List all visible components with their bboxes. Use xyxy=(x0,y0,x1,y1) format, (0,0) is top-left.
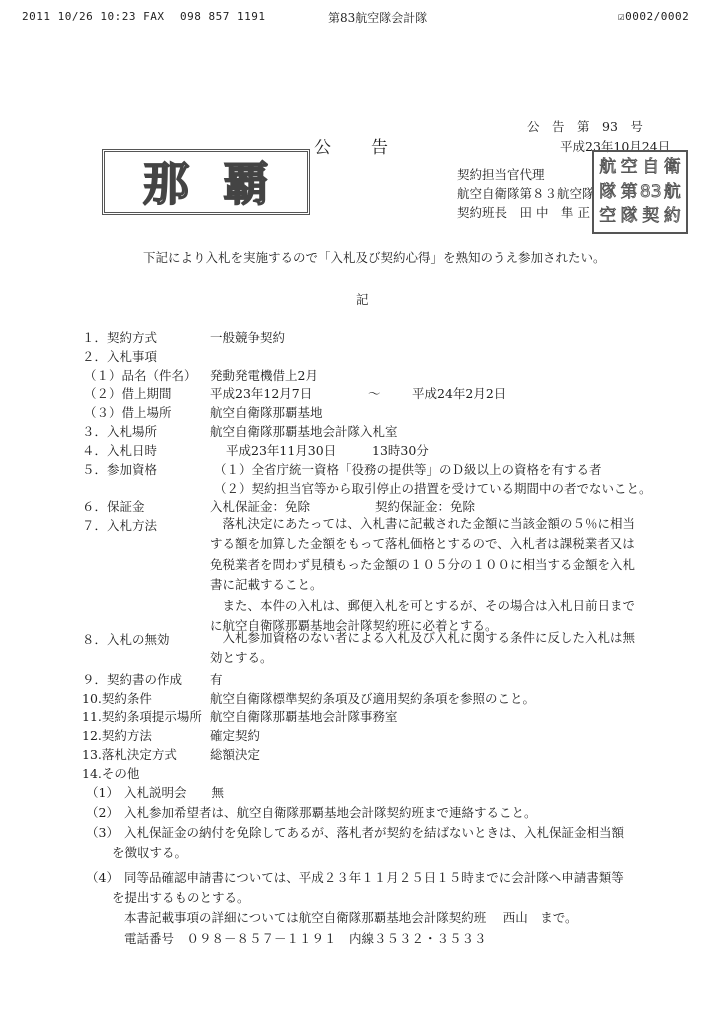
ki-heading: 記 xyxy=(356,292,369,307)
item-value: 発動発電機借上2月 xyxy=(210,368,318,383)
other-text: 同等品確認申請書については、平成２３年１１月２５日１５時までに会計隊へ申請書類等 xyxy=(124,870,624,885)
other-text: 入札説明会 無 xyxy=(124,785,225,800)
item-value: （１）全省庁統一資格「役務の提供等」のＤ級以上の資格を有する者 xyxy=(214,462,602,477)
page-title: 公 告 xyxy=(314,138,390,158)
other-text: を提出するものとする。 xyxy=(112,890,250,905)
issuer-name: 契約班長 田 中 隼 正 xyxy=(457,205,590,220)
item-label: ７．入札方法 xyxy=(82,518,158,533)
item-value-2: 平成24年2月2日 xyxy=(412,386,507,401)
item-label: （２）借上期間 xyxy=(84,386,172,401)
invalid-bid-text xyxy=(210,628,635,669)
item-label: 14.その他 xyxy=(82,766,140,781)
item-label: （３）借上場所 xyxy=(84,405,172,420)
other-number: （1） xyxy=(86,785,119,800)
fax-sender: 第83航空隊会計隊 xyxy=(328,11,428,25)
paragraph-line: 入札参加資格のない者による入札及び入札に関する条件に反した入札は無 xyxy=(210,630,636,645)
other-number: （4） xyxy=(86,870,119,885)
notice-date: 平成23年10月24日 xyxy=(560,139,671,154)
item-value-2: 契約保証金：免除 xyxy=(375,499,476,514)
item-value: 総額決定 xyxy=(210,747,261,762)
paragraph-line: 落札決定にあたっては、入札書に記載された金額に当該金額の５％に相当 xyxy=(210,516,636,531)
item-label: 12.契約方法 xyxy=(82,728,152,743)
other-number: （2） xyxy=(86,805,119,820)
item-label: ８．入札の無効 xyxy=(82,632,170,647)
paragraph-line: また、本件の入札は、郵便入札を可とするが、その場合は入札日前日まで xyxy=(210,597,636,613)
item-label: （１）品名（件名） xyxy=(84,368,197,383)
issuer-unit: 航空自衛隊第８３航空隊 xyxy=(457,186,595,201)
item-value: 平成23年11月30日 xyxy=(226,443,337,458)
fax-number: 098 857 1191 xyxy=(180,10,266,23)
item-value: 航空自衛隊那覇基地 xyxy=(210,405,323,420)
item-label: 11.契約条項提示場所 xyxy=(82,709,202,724)
item-label: １．契約方式 xyxy=(82,330,158,345)
fax-page-number: ☑0002/0002 xyxy=(618,10,690,23)
paragraph-line: 免税業者を問わず見積もった金額の１０５分の１００に相当する金額を入札 xyxy=(210,556,636,572)
item-label: ４．入札日時 xyxy=(82,443,158,458)
item-value: 航空自衛隊標準契約条項及び適用契約条項を参照のこと。 xyxy=(210,691,536,706)
paragraph-line: に航空自衛隊那覇基地会計隊契約班に必着とする。 xyxy=(210,618,498,634)
contact-info: 本書記載事項の詳細については航空自衛隊那覇基地会計隊契約班 西山 まで。 xyxy=(124,910,578,925)
item-label: ２．入札事項 xyxy=(82,349,158,364)
paragraph-line: する額を加算した金額をもって落札価格とするので、入札者は課税業者又は xyxy=(210,536,635,552)
official-seal: 航 空 自 衛 隊 第 83 航 空 隊 契 約 xyxy=(592,150,688,234)
item-label: ９．契約書の作成 xyxy=(82,672,183,687)
item-value-2: 13時30分 xyxy=(372,443,429,458)
item-label: ３．入札場所 xyxy=(82,424,158,439)
naha-stamp xyxy=(102,149,310,215)
item-value: 航空自衛隊那覇基地会計隊入札室 xyxy=(210,424,398,439)
other-number: （3） xyxy=(86,825,119,840)
paragraph-line: 効とする。 xyxy=(210,650,273,666)
issuer-title: 契約担当官代理 xyxy=(457,167,545,182)
period-tilde: ～ xyxy=(368,386,381,401)
item-value: 確定契約 xyxy=(210,728,261,743)
item-value: 有 xyxy=(210,672,223,687)
notice-number: 公 告 第 93 号 xyxy=(527,119,643,134)
other-text: 入札保証金の納付を免除してあるが、落札者が契約を結ばないときは、入札保証金相当額 xyxy=(124,825,625,840)
item-value: 一般競争契約 xyxy=(210,330,286,345)
item-label: 13.落札決定方式 xyxy=(82,747,177,762)
item-value-2: （２）契約担当官等から取引停止の措置を受けている期間中の者でないこと。 xyxy=(214,481,652,496)
item-value: 航空自衛隊那覇基地会計隊事務室 xyxy=(210,709,398,724)
item-label: ５．参加資格 xyxy=(82,462,158,477)
naha-stamp-text: 那覇 xyxy=(143,157,303,211)
paragraph-line: 書に記載すること。 xyxy=(210,577,323,593)
item-value: 入札保証金：免除 xyxy=(210,499,311,514)
item-value: 平成23年12月7日 xyxy=(210,386,313,401)
item-label: ６．保証金 xyxy=(82,499,145,514)
other-text: 入札参加希望者は、航空自衛隊那覇基地会計隊契約班まで連絡すること。 xyxy=(124,805,537,820)
item-label: 10.契約条件 xyxy=(82,691,152,706)
contact-phone: 電話番号 ０９８－８５７－１１９１ 内線３５３２・３５３３ xyxy=(124,931,487,946)
bid-method-text xyxy=(210,514,635,636)
fax-datetime: 2011 10/26 10:23 FAX xyxy=(22,10,165,23)
other-text: を徴収する。 xyxy=(112,845,188,860)
intro-text: 下記により入札を実施するので「入札及び契約心得」を熟知のうえ参加されたい。 xyxy=(143,250,606,265)
